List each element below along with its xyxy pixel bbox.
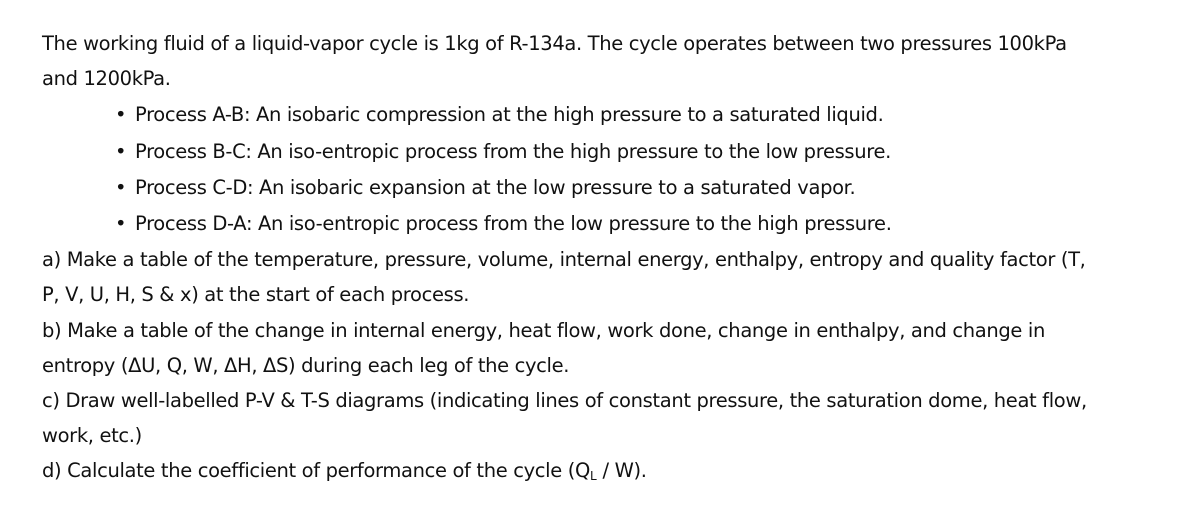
question-c-line-2: work, etc.)	[42, 424, 142, 447]
question-b-line-1: b) Make a table of the change in internal energy, heat flow, work done, change in enthalpy, and change in	[42, 319, 1045, 342]
bullet-icon: •	[115, 212, 127, 235]
intro-line-1: The working fluid of a liquid-vapor cycle is 1kg of R-134a. The cycle operates between two pressures 100kPa	[42, 32, 1067, 55]
process-cd-text: Process C-D: An isobaric expansion at the low pressure to a saturated vapor.	[135, 176, 856, 199]
question-a-line-2: P, V, U, H, S & x) at the start of each process.	[42, 283, 470, 306]
process-da-text: Process D-A: An iso-entropic process from the low pressure to the high pressure.	[135, 212, 892, 235]
bullet-icon: •	[115, 140, 127, 163]
question-d-subscript: L	[589, 469, 597, 483]
process-cd-item	[115, 178, 855, 198]
process-bc-text: Process B-C: An iso-entropic process from the high pressure to the low pressure.	[135, 140, 891, 163]
question-a-line-1: a) Make a table of the temperature, pressure, volume, internal energy, enthalpy, entropy and quality factor (T,	[42, 248, 1086, 271]
process-ab-text: Process A-B: An isobaric compression at the high pressure to a saturated liquid.	[135, 103, 884, 126]
bullet-icon: •	[115, 176, 127, 199]
question-c-line-1: c) Draw well-labelled P-V & T-S diagrams (indicating lines of constant pressure, the saturation dome, heat flow,	[42, 389, 1087, 412]
process-da-item	[115, 214, 892, 234]
process-bc-item	[115, 142, 891, 162]
question-d-line	[42, 461, 647, 482]
intro-line-2: and 1200kPa.	[42, 67, 171, 90]
question-b-line-2: entropy (ΔU, Q, W, ΔH, ΔS) during each leg of the cycle.	[42, 354, 570, 377]
process-ab-item	[115, 105, 883, 125]
question-d-prefix: d) Calculate the coefficient of performance of the cycle (Q	[42, 459, 590, 482]
question-d-suffix: / W).	[596, 459, 647, 482]
bullet-icon: •	[115, 103, 127, 126]
